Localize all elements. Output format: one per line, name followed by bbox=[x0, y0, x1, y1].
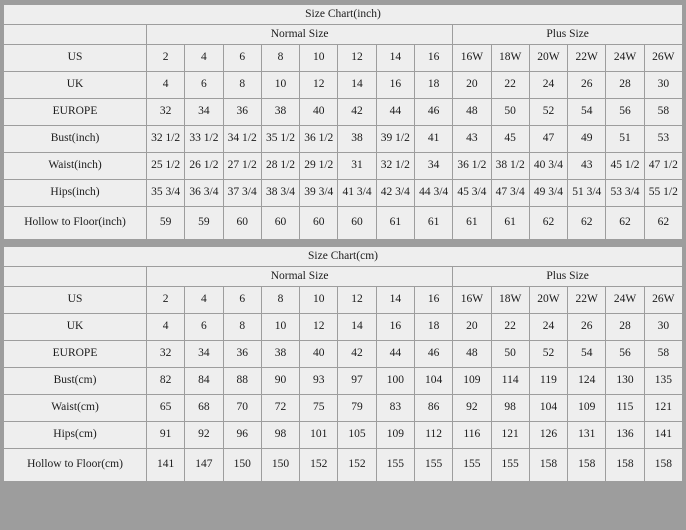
cell: 42 bbox=[338, 99, 376, 126]
cell: 75 bbox=[300, 395, 338, 422]
cell: 62 bbox=[529, 207, 567, 240]
cell: 16 bbox=[376, 72, 414, 99]
cell: 4 bbox=[147, 314, 185, 341]
cell: 147 bbox=[185, 449, 223, 482]
cell: 44 3/4 bbox=[414, 180, 452, 207]
cell: 16W bbox=[453, 45, 491, 72]
cell: 29 1/2 bbox=[300, 153, 338, 180]
cell: 136 bbox=[606, 422, 644, 449]
chart-title: Size Chart(inch) bbox=[4, 5, 683, 25]
table-row bbox=[4, 45, 683, 72]
cell: 93 bbox=[300, 368, 338, 395]
group-plus-size: Plus Size bbox=[453, 267, 683, 287]
cell: 10 bbox=[300, 45, 338, 72]
cell: 105 bbox=[338, 422, 376, 449]
cell: 6 bbox=[223, 45, 261, 72]
cell: 36 1/2 bbox=[453, 153, 491, 180]
cell: 27 1/2 bbox=[223, 153, 261, 180]
cell: 70 bbox=[223, 395, 261, 422]
cell: 50 bbox=[491, 341, 529, 368]
cell: 54 bbox=[568, 341, 606, 368]
cell: 51 3/4 bbox=[568, 180, 606, 207]
cell: 8 bbox=[223, 314, 261, 341]
cell: 150 bbox=[223, 449, 261, 482]
cell: 44 bbox=[376, 99, 414, 126]
table-row bbox=[4, 368, 683, 395]
group-plus-size: Plus Size bbox=[453, 25, 683, 45]
cell: 60 bbox=[223, 207, 261, 240]
row-label: Hollow to Floor(cm) bbox=[4, 449, 147, 482]
cell: 51 bbox=[606, 126, 644, 153]
cell: 16 bbox=[414, 287, 452, 314]
cell: 158 bbox=[568, 449, 606, 482]
table-row bbox=[4, 99, 683, 126]
cell: 41 bbox=[414, 126, 452, 153]
cell: 45 1/2 bbox=[606, 153, 644, 180]
cell: 56 bbox=[606, 99, 644, 126]
cell: 126 bbox=[529, 422, 567, 449]
cell: 124 bbox=[568, 368, 606, 395]
cell: 92 bbox=[185, 422, 223, 449]
cell: 88 bbox=[223, 368, 261, 395]
cell: 30 bbox=[644, 72, 682, 99]
cell: 18 bbox=[414, 314, 452, 341]
cell: 68 bbox=[185, 395, 223, 422]
cell: 60 bbox=[300, 207, 338, 240]
cell: 18W bbox=[491, 287, 529, 314]
cell: 6 bbox=[223, 287, 261, 314]
cell: 104 bbox=[529, 395, 567, 422]
chart-title-row bbox=[4, 5, 683, 25]
cell: 54 bbox=[568, 99, 606, 126]
cell: 90 bbox=[261, 368, 299, 395]
cell: 46 bbox=[414, 99, 452, 126]
cell: 104 bbox=[414, 368, 452, 395]
cell: 91 bbox=[147, 422, 185, 449]
cell: 26W bbox=[644, 45, 682, 72]
cell: 24 bbox=[529, 314, 567, 341]
cell: 43 bbox=[568, 153, 606, 180]
cell: 46 bbox=[414, 341, 452, 368]
cell: 20 bbox=[453, 72, 491, 99]
cell: 101 bbox=[300, 422, 338, 449]
cell: 22 bbox=[491, 314, 529, 341]
cell: 82 bbox=[147, 368, 185, 395]
cell: 18 bbox=[414, 72, 452, 99]
cell: 109 bbox=[568, 395, 606, 422]
cell: 97 bbox=[338, 368, 376, 395]
cell: 12 bbox=[300, 72, 338, 99]
cell: 22W bbox=[568, 287, 606, 314]
cell: 38 bbox=[338, 126, 376, 153]
cell: 18W bbox=[491, 45, 529, 72]
row-label: Hips(cm) bbox=[4, 422, 147, 449]
table-row bbox=[4, 153, 683, 180]
cell: 41 3/4 bbox=[338, 180, 376, 207]
cell: 40 3/4 bbox=[529, 153, 567, 180]
table-row bbox=[4, 314, 683, 341]
cell: 28 bbox=[606, 72, 644, 99]
cell: 36 3/4 bbox=[185, 180, 223, 207]
chart-group-row bbox=[4, 267, 683, 287]
cell: 155 bbox=[376, 449, 414, 482]
chart-group-row bbox=[4, 25, 683, 45]
cell: 61 bbox=[491, 207, 529, 240]
row-label: US bbox=[4, 45, 147, 72]
row-label: EUROPE bbox=[4, 99, 147, 126]
cell: 112 bbox=[414, 422, 452, 449]
chart-title: Size Chart(cm) bbox=[4, 247, 683, 267]
cell: 47 bbox=[529, 126, 567, 153]
cell: 158 bbox=[529, 449, 567, 482]
cell: 33 1/2 bbox=[185, 126, 223, 153]
cell: 52 bbox=[529, 99, 567, 126]
cell: 32 1/2 bbox=[147, 126, 185, 153]
table-row bbox=[4, 72, 683, 99]
cell: 8 bbox=[261, 45, 299, 72]
table-row bbox=[4, 180, 683, 207]
cell: 61 bbox=[376, 207, 414, 240]
cell: 38 3/4 bbox=[261, 180, 299, 207]
cell: 98 bbox=[261, 422, 299, 449]
cell: 38 bbox=[261, 341, 299, 368]
cell: 38 bbox=[261, 99, 299, 126]
cell: 22 bbox=[491, 72, 529, 99]
cell: 115 bbox=[606, 395, 644, 422]
cell: 6 bbox=[185, 72, 223, 99]
row-label: EUROPE bbox=[4, 341, 147, 368]
cell: 152 bbox=[300, 449, 338, 482]
cell: 47 1/2 bbox=[644, 153, 682, 180]
cell: 60 bbox=[261, 207, 299, 240]
cell: 6 bbox=[185, 314, 223, 341]
cell: 155 bbox=[491, 449, 529, 482]
cell: 28 bbox=[606, 314, 644, 341]
cell: 155 bbox=[453, 449, 491, 482]
cell: 119 bbox=[529, 368, 567, 395]
cell: 49 bbox=[568, 126, 606, 153]
cell: 72 bbox=[261, 395, 299, 422]
table-row bbox=[4, 341, 683, 368]
cell: 121 bbox=[491, 422, 529, 449]
cell: 61 bbox=[453, 207, 491, 240]
cell: 141 bbox=[644, 422, 682, 449]
row-label: UK bbox=[4, 72, 147, 99]
cell: 50 bbox=[491, 99, 529, 126]
cell: 26 bbox=[568, 72, 606, 99]
table-row bbox=[4, 207, 683, 240]
row-label: Bust(inch) bbox=[4, 126, 147, 153]
cell: 35 1/2 bbox=[261, 126, 299, 153]
cell: 56 bbox=[606, 341, 644, 368]
group-row-spacer bbox=[4, 267, 147, 287]
table-row bbox=[4, 287, 683, 314]
cell: 84 bbox=[185, 368, 223, 395]
cell: 96 bbox=[223, 422, 261, 449]
cell: 10 bbox=[261, 72, 299, 99]
cell: 12 bbox=[300, 314, 338, 341]
cell: 28 1/2 bbox=[261, 153, 299, 180]
cell: 35 3/4 bbox=[147, 180, 185, 207]
cell: 45 bbox=[491, 126, 529, 153]
cell: 58 bbox=[644, 99, 682, 126]
cell: 14 bbox=[338, 72, 376, 99]
cell: 98 bbox=[491, 395, 529, 422]
cell: 32 bbox=[147, 341, 185, 368]
cell: 26W bbox=[644, 287, 682, 314]
cell: 40 bbox=[300, 341, 338, 368]
cell: 86 bbox=[414, 395, 452, 422]
cell: 49 3/4 bbox=[529, 180, 567, 207]
row-label: UK bbox=[4, 314, 147, 341]
cell: 114 bbox=[491, 368, 529, 395]
cell: 14 bbox=[376, 45, 414, 72]
cell: 32 bbox=[147, 99, 185, 126]
cell: 62 bbox=[644, 207, 682, 240]
cell: 83 bbox=[376, 395, 414, 422]
row-label: Waist(inch) bbox=[4, 153, 147, 180]
cell: 79 bbox=[338, 395, 376, 422]
cell: 60 bbox=[338, 207, 376, 240]
size-chart-cm bbox=[3, 246, 683, 482]
cell: 10 bbox=[261, 314, 299, 341]
cell: 26 1/2 bbox=[185, 153, 223, 180]
cell: 4 bbox=[185, 45, 223, 72]
cell: 32 1/2 bbox=[376, 153, 414, 180]
cell: 131 bbox=[568, 422, 606, 449]
cell: 44 bbox=[376, 341, 414, 368]
cell: 135 bbox=[644, 368, 682, 395]
cell: 30 bbox=[644, 314, 682, 341]
cell: 61 bbox=[414, 207, 452, 240]
cell: 150 bbox=[261, 449, 299, 482]
group-row-spacer bbox=[4, 25, 147, 45]
cell: 62 bbox=[568, 207, 606, 240]
cell: 38 1/2 bbox=[491, 153, 529, 180]
row-label: Hips(inch) bbox=[4, 180, 147, 207]
cell: 39 1/2 bbox=[376, 126, 414, 153]
cell: 52 bbox=[529, 341, 567, 368]
cell: 10 bbox=[300, 287, 338, 314]
cell: 53 bbox=[644, 126, 682, 153]
cell: 39 3/4 bbox=[300, 180, 338, 207]
cell: 2 bbox=[147, 287, 185, 314]
chart-title-row bbox=[4, 247, 683, 267]
table-row bbox=[4, 395, 683, 422]
cell: 34 bbox=[414, 153, 452, 180]
cell: 42 bbox=[338, 341, 376, 368]
cell: 59 bbox=[147, 207, 185, 240]
cell: 8 bbox=[261, 287, 299, 314]
cell: 26 bbox=[568, 314, 606, 341]
group-normal-size: Normal Size bbox=[147, 267, 453, 287]
cell: 4 bbox=[185, 287, 223, 314]
cell: 2 bbox=[147, 45, 185, 72]
cell: 100 bbox=[376, 368, 414, 395]
cell: 109 bbox=[376, 422, 414, 449]
size-chart-inch bbox=[3, 4, 683, 240]
cell: 16 bbox=[376, 314, 414, 341]
row-label: Waist(cm) bbox=[4, 395, 147, 422]
cell: 116 bbox=[453, 422, 491, 449]
cell: 31 bbox=[338, 153, 376, 180]
cell: 43 bbox=[453, 126, 491, 153]
cell: 14 bbox=[338, 314, 376, 341]
cell: 109 bbox=[453, 368, 491, 395]
cell: 20 bbox=[453, 314, 491, 341]
cell: 47 3/4 bbox=[491, 180, 529, 207]
cell: 20W bbox=[529, 45, 567, 72]
cell: 34 bbox=[185, 341, 223, 368]
cell: 48 bbox=[453, 341, 491, 368]
cell: 22W bbox=[568, 45, 606, 72]
cell: 20W bbox=[529, 287, 567, 314]
cell: 24W bbox=[606, 287, 644, 314]
cell: 37 3/4 bbox=[223, 180, 261, 207]
cell: 152 bbox=[338, 449, 376, 482]
cell: 16 bbox=[414, 45, 452, 72]
cell: 158 bbox=[644, 449, 682, 482]
row-label: US bbox=[4, 287, 147, 314]
cell: 8 bbox=[223, 72, 261, 99]
cell: 36 1/2 bbox=[300, 126, 338, 153]
cell: 16W bbox=[453, 287, 491, 314]
cell: 4 bbox=[147, 72, 185, 99]
cell: 155 bbox=[414, 449, 452, 482]
table-row bbox=[4, 449, 683, 482]
cell: 59 bbox=[185, 207, 223, 240]
cell: 62 bbox=[606, 207, 644, 240]
cell: 130 bbox=[606, 368, 644, 395]
cell: 24 bbox=[529, 72, 567, 99]
cell: 92 bbox=[453, 395, 491, 422]
cell: 45 3/4 bbox=[453, 180, 491, 207]
cell: 42 3/4 bbox=[376, 180, 414, 207]
row-label: Bust(cm) bbox=[4, 368, 147, 395]
cell: 53 3/4 bbox=[606, 180, 644, 207]
cell: 12 bbox=[338, 45, 376, 72]
cell: 121 bbox=[644, 395, 682, 422]
cell: 36 bbox=[223, 99, 261, 126]
cell: 12 bbox=[338, 287, 376, 314]
cell: 34 1/2 bbox=[223, 126, 261, 153]
cell: 14 bbox=[376, 287, 414, 314]
cell: 40 bbox=[300, 99, 338, 126]
table-row bbox=[4, 126, 683, 153]
cell: 24W bbox=[606, 45, 644, 72]
cell: 48 bbox=[453, 99, 491, 126]
cell: 25 1/2 bbox=[147, 153, 185, 180]
table-row bbox=[4, 422, 683, 449]
row-label: Hollow to Floor(inch) bbox=[4, 207, 147, 240]
cell: 141 bbox=[147, 449, 185, 482]
cell: 55 1/2 bbox=[644, 180, 682, 207]
cell: 65 bbox=[147, 395, 185, 422]
cell: 36 bbox=[223, 341, 261, 368]
group-normal-size: Normal Size bbox=[147, 25, 453, 45]
cell: 34 bbox=[185, 99, 223, 126]
cell: 58 bbox=[644, 341, 682, 368]
cell: 158 bbox=[606, 449, 644, 482]
